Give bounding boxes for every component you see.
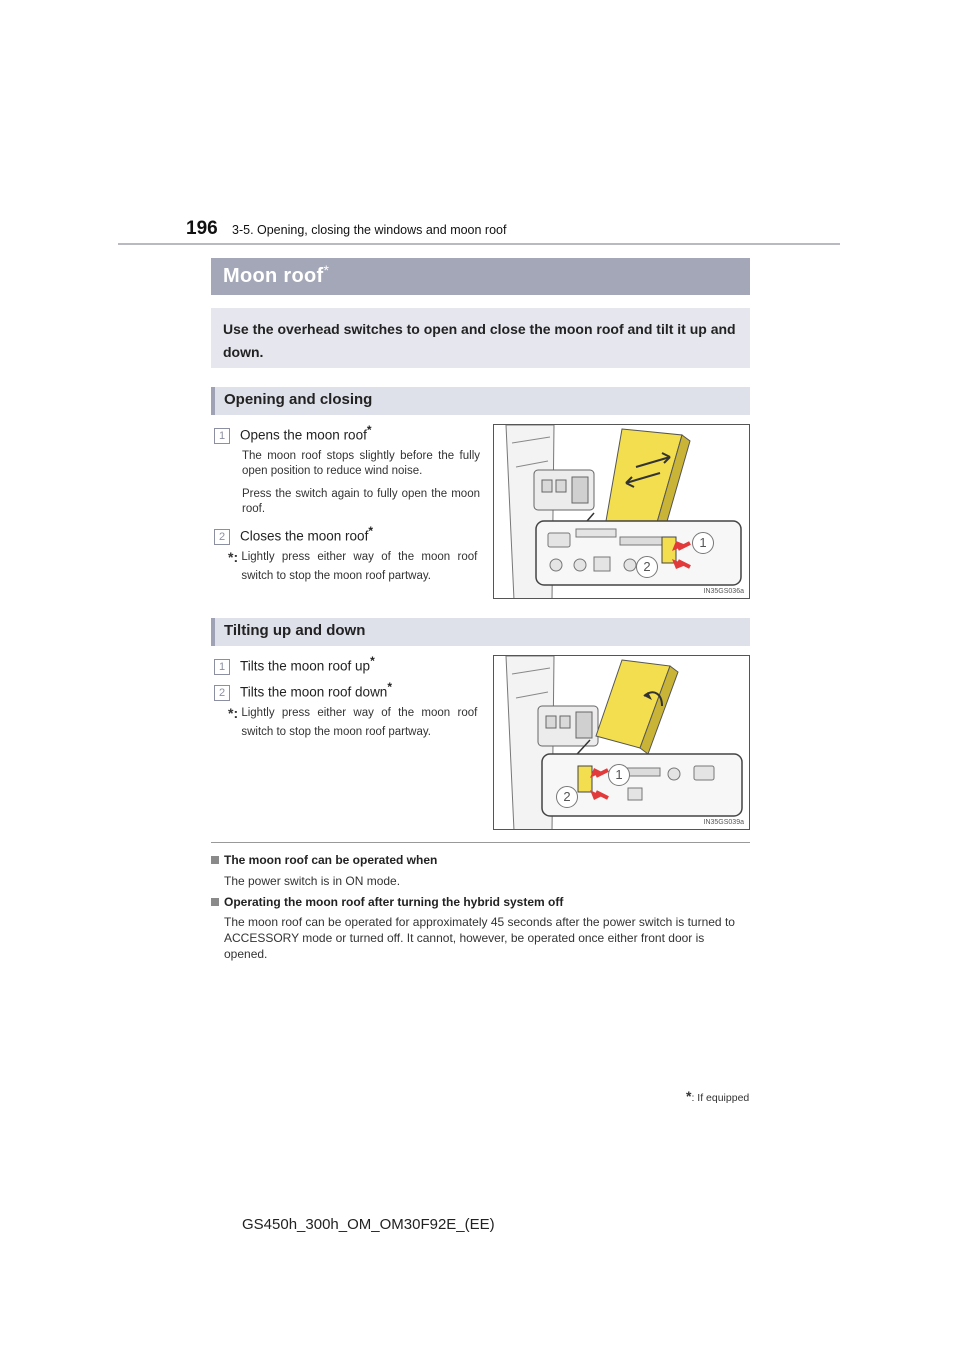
callout-2: 2 [636, 556, 658, 578]
info-body-1: The power switch is in ON mode. [224, 874, 401, 888]
equipped-mark: * [686, 1088, 692, 1104]
footnote-text: Lightly press either way of the moon roof switch to stop the moon roof partway. [241, 551, 478, 582]
content-divider [211, 842, 750, 843]
tilting-step-1 [214, 654, 375, 675]
figure-code: IN35GS036a [703, 588, 744, 595]
opening-note-1: The moon roof stops slightly before the fully open position to reduce wind noise. [242, 450, 480, 477]
moon-roof-open-illustration [494, 425, 750, 599]
step-mark: * [387, 680, 392, 694]
opening-footnote [228, 548, 480, 586]
info-heading-2 [211, 895, 563, 909]
info-heading-text: The moon roof can be operated when [224, 853, 438, 867]
figure-code: IN35GS039a [703, 819, 744, 826]
document-code: GS450h_300h_OM_OM30F92E_(EE) [242, 1216, 495, 1233]
footnote-mark: *: [228, 549, 239, 565]
opening-step-1 [214, 423, 372, 444]
step-text: Closes the moon roof [240, 528, 369, 544]
main-title-bar [211, 258, 750, 295]
section-title: 3-5. Opening, closing the windows and moon roof [232, 223, 507, 237]
step-mark: * [368, 524, 373, 538]
opening-heading: Opening and closing [224, 391, 373, 408]
equipped-mark: * [323, 262, 330, 278]
opening-step-2 [214, 524, 373, 545]
equipped-note-text: : If equipped [691, 1092, 750, 1104]
step-mark: * [366, 423, 372, 437]
tilting-heading: Tilting up and down [224, 622, 366, 639]
step-text: Tilts the moon roof up [240, 658, 371, 674]
opening-heading-bar [211, 387, 750, 415]
header-divider [118, 243, 840, 245]
page-number: 196 [186, 218, 218, 239]
tilting-heading-bar [211, 618, 750, 646]
square-bullet-icon [211, 856, 219, 864]
step-number: 2 [214, 685, 230, 701]
footnote-text: Lightly press either way of the moon roof switch to stop the moon roof partway. [241, 707, 478, 738]
info-heading-text: Operating the moon roof after turning the hybrid system off [224, 895, 564, 909]
moon-roof-tilt-illustration [494, 656, 750, 830]
info-body-2: The moon roof can be operated for approximately 45 seconds after the power switch is turned to ACCESSORY mode or turned off. It cannot, however, be operated once either front door is opened. [224, 915, 735, 961]
step-number: 1 [214, 428, 230, 444]
step-text: Opens the moon roof [240, 427, 367, 443]
opening-note-2: Press the switch again to fully open the moon roof. [242, 488, 480, 515]
step-text: Tilts the moon roof down [240, 684, 388, 700]
callout-1: 1 [692, 532, 714, 554]
info-heading-1 [211, 853, 437, 867]
step-number: 1 [214, 659, 230, 675]
step-mark: * [370, 654, 375, 668]
page-title [223, 262, 330, 288]
figure-opening [493, 424, 750, 599]
square-bullet-icon [211, 898, 219, 906]
step-number: 2 [214, 529, 230, 545]
if-equipped-note [686, 1088, 749, 1104]
callout-1: 1 [608, 764, 630, 786]
figure-tilting [493, 655, 750, 830]
page-title-text: Moon roof [223, 265, 324, 287]
callout-2: 2 [556, 786, 578, 808]
tilting-footnote [228, 704, 480, 742]
intro-box: Use the overhead switches to open and close the moon roof and tilt it up and down. [211, 308, 750, 368]
tilting-step-2 [214, 680, 392, 701]
footnote-mark: *: [228, 705, 239, 721]
